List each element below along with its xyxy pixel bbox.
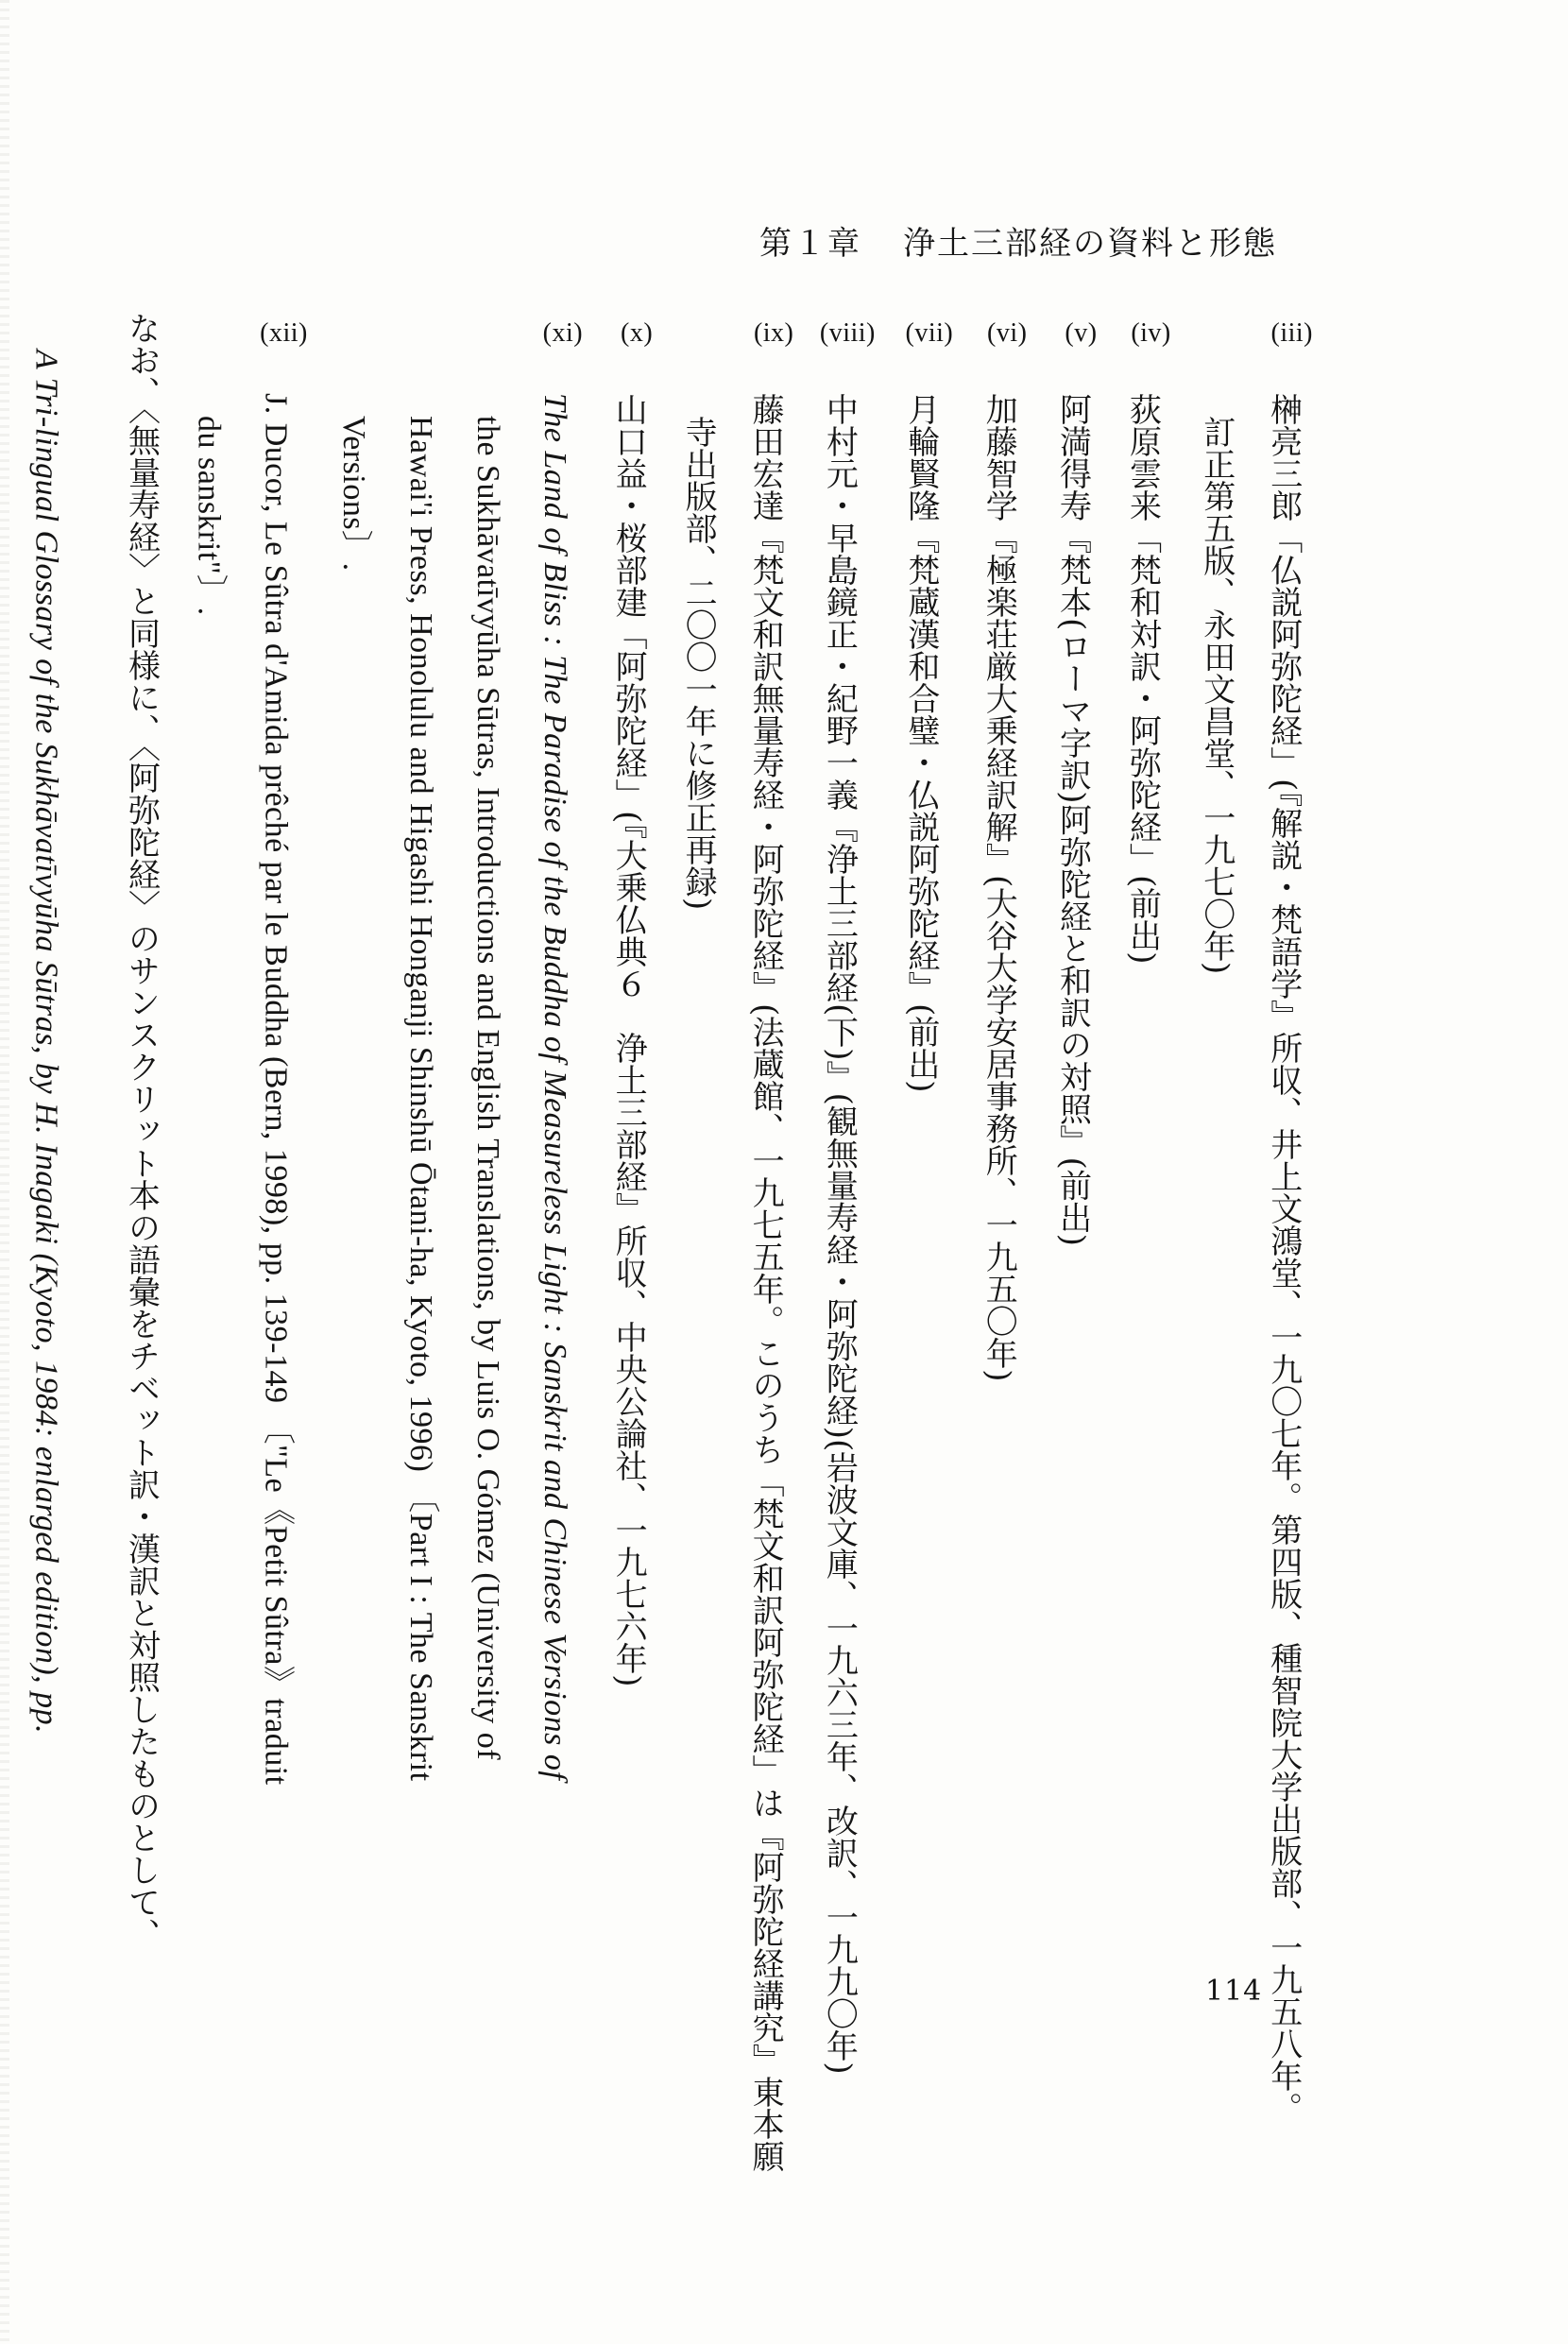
note-text: 荻原雲来「梵和対訳・阿弥陀経」(前出) bbox=[1123, 393, 1162, 965]
note-text: 阿満得寿『梵本(ローマ字訳)阿弥陀経と和訳の対照』(前出) bbox=[1053, 393, 1092, 1247]
note-xi-cont bbox=[466, 312, 509, 2088]
chapter-number: 第１章 bbox=[759, 225, 861, 263]
note-label: (iv) bbox=[1131, 318, 1171, 348]
note-text: 榊亮三郎「仏説阿弥陀経」(『解説・梵語学』所収、井上文鴻堂、一九〇七年。第四版、種智院大学出版部、一九五八年。 bbox=[1264, 393, 1303, 2125]
closing-text: なお、〈無量寿経〉と同様に、〈阿弥陀経〉のサンスクリット本の語彙をチベット訳・漢訳と対照したものとして、 bbox=[122, 312, 161, 1950]
note-viii bbox=[817, 312, 876, 2088]
note-x bbox=[606, 312, 653, 2088]
note-xi bbox=[533, 312, 583, 2088]
note-v bbox=[1050, 312, 1097, 2088]
note-xii-cont bbox=[187, 312, 230, 2088]
note-text: 寺出版部、二〇〇一年に修正再録) bbox=[679, 416, 718, 911]
note-ix bbox=[743, 312, 794, 2173]
note-label: (v) bbox=[1065, 318, 1098, 348]
note-text: 加藤智学『極楽荘厳大乗経訳解』(大谷大学安居事務所、一九五〇年) bbox=[980, 393, 1018, 1382]
note-vii bbox=[899, 312, 953, 2088]
note-text: 山口益・桜部建「阿弥陀経」(『大乗仏典６ 浄土三部経』所収、中央公論社、一九七六年) bbox=[609, 393, 648, 1687]
note-text: 中村元・早島鏡正・紀野一義『浄土三部経(下)』(観無量寿経・阿弥陀経)(岩波文庫、一九六三年、改訳、一九九〇年) bbox=[820, 393, 859, 2075]
chapter-title: 浄土三部経の資料と形態 bbox=[903, 225, 1277, 263]
note-text: the Sukhāvatīvyūha Sūtras, Introductions and English Translations, by Luis O. Gómez (University of bbox=[469, 416, 505, 1761]
note-ix-cont bbox=[676, 312, 720, 2088]
note-label: (viii) bbox=[819, 318, 876, 348]
note-text: 月輪賢隆『梵蔵漢和合璧・仏説阿弥陀経』(前出) bbox=[901, 393, 940, 1093]
closing-paragraph-cont bbox=[25, 312, 68, 2088]
notes-body bbox=[28, 312, 1313, 2173]
note-label: (x) bbox=[621, 318, 654, 348]
page-number: 114 bbox=[1205, 1975, 1263, 2008]
note-text: Hawai'i Press, Honolulu and Higashi Honganji Shinshū Ōtani-ha, Kyoto, 1996) 〔Part I : The Sanskrit bbox=[402, 416, 438, 1782]
note-label: (ix) bbox=[753, 318, 794, 348]
note-xii bbox=[254, 312, 308, 2088]
note-text: The Land of Bliss : The Paradise of the Buddha of Measureless Light : Sanskrit and Chinese Versions of bbox=[537, 393, 572, 1781]
note-iii bbox=[1262, 312, 1313, 2125]
note-label: (xi) bbox=[542, 318, 584, 348]
note-iv bbox=[1121, 312, 1171, 2088]
closing-paragraph bbox=[120, 312, 163, 2088]
closing-text: A Tri-lingual Glossary of the Sukhāvatīvyūha Sūtras, by H. Inagaki (Kyoto, 1984: enlarged edition), pp. bbox=[28, 350, 64, 1735]
note-label: (vii) bbox=[905, 318, 954, 348]
note-text: Versions〕. bbox=[335, 416, 371, 572]
note-text: 藤田宏達『梵文和訳無量寿経・阿弥陀経』(法蔵館、一九七五年。このうち「梵文和訳阿弥陀経」は『阿弥陀経講究』東本願 bbox=[746, 393, 785, 2173]
note-iii-cont bbox=[1195, 312, 1238, 2088]
running-header bbox=[759, 217, 1277, 264]
note-xi-cont bbox=[332, 312, 375, 2088]
note-vi bbox=[977, 312, 1027, 2088]
note-label: (iii) bbox=[1270, 318, 1313, 348]
scan-edge-artifact bbox=[0, 0, 9, 2344]
note-xi-cont bbox=[399, 312, 442, 2088]
note-text: 訂正第五版、永田文昌堂、一九七〇年) bbox=[1197, 416, 1236, 975]
note-text: du sanskrit"〕. bbox=[191, 416, 227, 616]
note-text: J. Ducor, Le Sûtra d'Amida prêché par le Buddha (Bern, 1998), pp. 139-149 〔"Le《Petit Sûtra》traduit bbox=[258, 393, 294, 1786]
note-label: (xii) bbox=[260, 318, 308, 348]
note-label: (vi) bbox=[987, 318, 1028, 348]
